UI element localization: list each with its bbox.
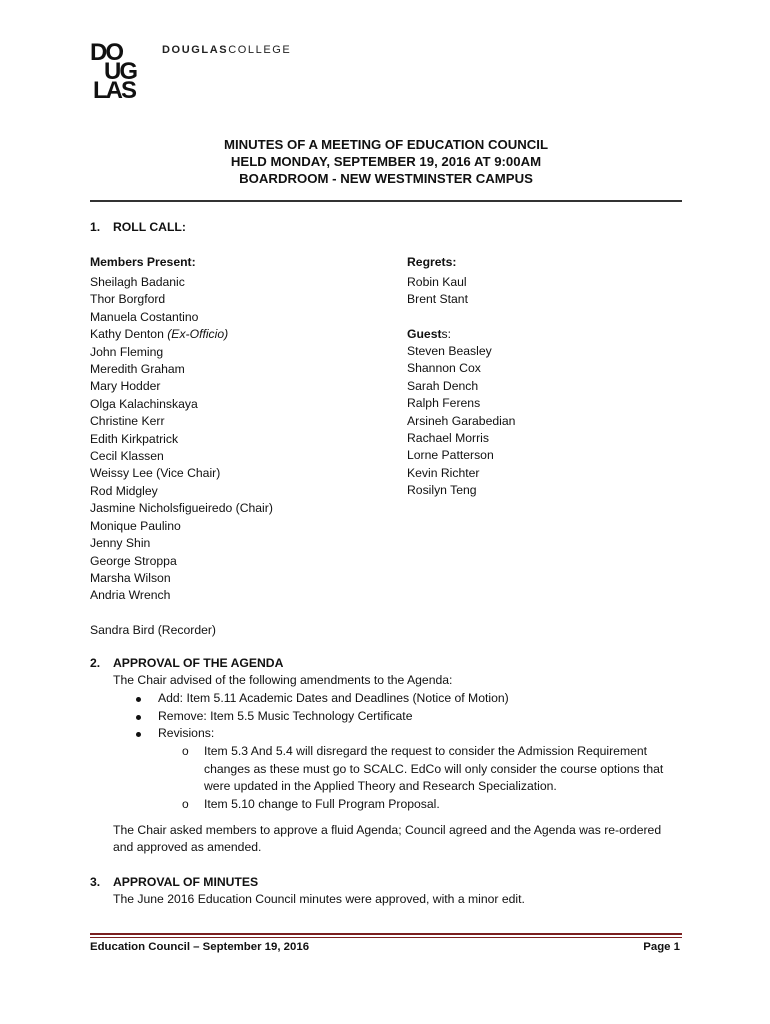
wordmark-light: COLLEGE [228, 44, 292, 56]
member-name: Manuela Costantino [90, 309, 199, 324]
guest-name: Steven Beasley [407, 344, 492, 358]
bullet-dot [136, 697, 141, 702]
title-line-1: MINUTES OF A MEETING OF EDUCATION COUNCIL [223, 137, 549, 152]
member-name: Marsha Wilson [90, 570, 171, 585]
college-logo-mark [90, 39, 146, 104]
member-name-ex-officio [90, 326, 273, 343]
title-divider [90, 200, 682, 202]
section-3-heading: APPROVAL OF MINUTES [113, 875, 259, 889]
section-1-number: 1. [90, 220, 101, 234]
document-title [90, 136, 682, 187]
guest-name: Rachael Morris [407, 431, 489, 446]
section-2-number: 2. [90, 656, 101, 670]
guest-name: Kevin Richter [407, 465, 480, 480]
member-name: Rod Midgley [90, 483, 158, 498]
minutes-approval-text: The June 2016 Education Council minutes were approved, with a minor edit. [113, 892, 525, 906]
guest-name: Ralph Ferens [407, 396, 481, 411]
member-name: Olga Kalachinskaya [90, 396, 198, 411]
agenda-bullet-add: Add: Item 5.11 Academic Dates and Deadlines (Notice of Motion) [158, 691, 509, 705]
footer-rule [90, 933, 682, 935]
member-name: Monique Paulino [90, 518, 181, 533]
member-name: Sheilagh Badanic [90, 275, 185, 289]
member-name: Edith Kirkpatrick [90, 431, 179, 446]
title-line-2: HELD MONDAY, SEPTEMBER 19, 2016 AT 9:00AM [230, 154, 542, 169]
member-kathy-role: (Ex-Officio) [167, 327, 229, 342]
bullet-dot [136, 715, 141, 720]
sub-bullet-marker: o [182, 744, 189, 758]
member-name: Cecil Klassen [90, 449, 164, 464]
members-present-heading: Members Present: [90, 255, 196, 269]
section-1-heading: ROLL CALL: [113, 220, 186, 234]
agenda-closing-line-1: The Chair asked members to approve a fluid Agenda; Council agreed and the Agenda was re-ordered [113, 823, 662, 837]
revision-1-line-2: changes as these must go to SCALC. EdCo will only consider the course options that [204, 762, 664, 776]
footer-rule-thin [90, 937, 682, 938]
member-name: Mary Hodder [90, 379, 161, 394]
agenda-closing-line-2: and approved as amended. [113, 840, 262, 854]
member-name: Thor Borgford [90, 292, 166, 307]
member-name: Jenny Shin [90, 536, 151, 551]
section-2-heading: APPROVAL OF THE AGENDA [113, 656, 284, 670]
wordmark-bold: DOUGLAS [162, 44, 229, 56]
footer-document-label: Education Council – September 19, 2016 [90, 941, 310, 953]
section-3-number: 3. [90, 875, 101, 889]
guest-name: Sarah Dench [407, 378, 479, 393]
guests-heading-rest: s: [441, 327, 452, 341]
regrets-heading: Regrets: [407, 255, 457, 269]
agenda-bullet-revisions: Revisions: [158, 726, 215, 740]
guests-heading [407, 326, 451, 343]
regrets-list [407, 274, 468, 309]
logo-mark-row-1: DO [90, 39, 122, 66]
member-name: Andria Wrench [90, 588, 171, 603]
revision-1-line-1: Item 5.3 And 5.4 will disregard the request to consider the Admission Requirement [204, 744, 648, 758]
members-present-list [90, 274, 273, 640]
guest-name: Rosilyn Teng [407, 483, 477, 498]
member-name: John Fleming [90, 344, 164, 359]
agenda-intro: The Chair advised of the following amendments to the Agenda: [113, 673, 453, 687]
member-kathy-name: Kathy Denton [90, 327, 168, 342]
member-name: Christine Kerr [90, 414, 165, 429]
recorder-name: Sandra Bird (Recorder) [90, 623, 216, 638]
college-wordmark [162, 44, 291, 56]
guests-list [407, 343, 515, 500]
sub-bullet-marker: o [182, 797, 189, 811]
bullet-dot [136, 732, 141, 737]
agenda-bullet-remove: Remove: Item 5.5 Music Technology Certificate [158, 709, 413, 723]
guests-heading-bold: Guest [407, 327, 442, 341]
guest-name: Shannon Cox [407, 361, 481, 376]
guest-name: Arsineh Garabedian [407, 413, 516, 428]
member-name: Weissy Lee (Vice Chair) [90, 466, 221, 481]
guest-name: Lorne Patterson [407, 448, 494, 463]
regret-name: Brent Stant [407, 292, 468, 307]
member-name: George Stroppa [90, 553, 177, 568]
regret-name: Robin Kaul [407, 275, 467, 289]
footer-page-number: Page 1 [643, 941, 680, 953]
logo-mark-row-2: UG [104, 58, 136, 85]
title-line-3: BOARDROOM - NEW WESTMINSTER CAMPUS [239, 171, 533, 186]
logo-mark-row-3: LAS [93, 77, 135, 104]
revision-1-line-3: were updated in the Applied Theory and Research Specialization. [204, 779, 557, 793]
revision-2: Item 5.10 change to Full Program Proposal. [204, 797, 440, 811]
member-name: Meredith Graham [90, 362, 185, 377]
member-name: Jasmine Nicholsfigueiredo (Chair) [90, 501, 273, 516]
